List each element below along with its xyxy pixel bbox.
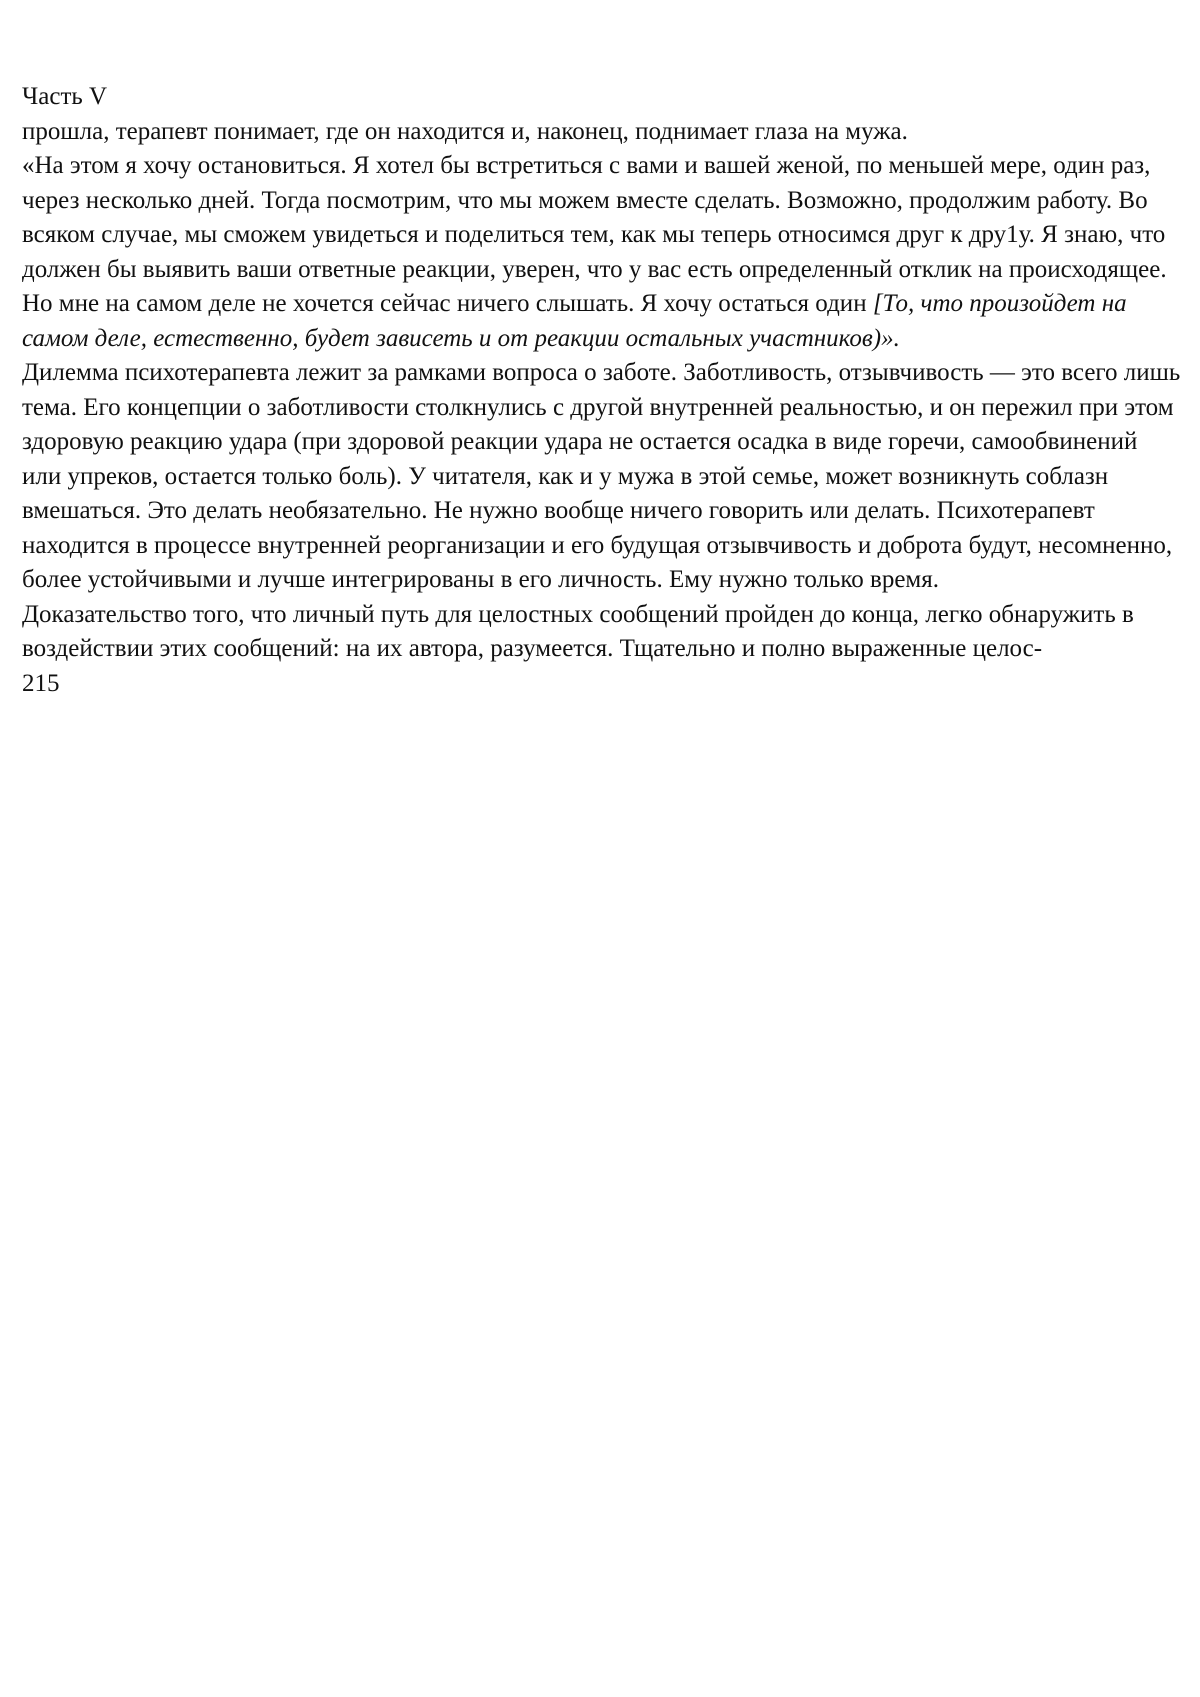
paragraph-continuation: прошла, терапевт понимает, где он находится и, наконец, поднимает глаза на мужа. [22, 117, 908, 145]
dialogue-text: «На этом я хочу остановиться. Я хотел бы встретиться с вами и вашей женой, по меньшей мере, один раз, через несколько дней. Тогда посмотрим, что мы можем вместе сделать. Возможно, продолжим работу. Во всяком случае, мы сможем увидеться и поделиться тем, как мы теперь относимся друг к дру1у. Я знаю, что должен бы выявить ваши ответные реакции, уверен, что у вас есть определенный отклик на происходящее. Но мне на самом деле не хочется сейчас ничего слышать. Я хочу остаться один [22, 152, 1167, 317]
page-number: 215 [22, 669, 60, 697]
paragraph-evidence: Доказательство того, что личный путь для целостных сообщений пройден до конца, легко обнаружить в воздействии этих сообщений: на их автора, разумеется. Тщательно и полно выраженные целос- [22, 600, 1134, 662]
document-page [22, 80, 1182, 701]
italic-comment: [То, что произойдет на самом деле, естественно, будет зависеть и от реакции остальных участников)». [22, 290, 1127, 352]
paragraph-dilemma: Дилемма психотерапевта лежит за рамками вопроса о заботе. Заботливость, отзывчивость — это всего лишь тема. Его концепции о заботливости столкнулись с другой внутренней реальностью, и он пережил при этом здоровую реакцию удара (при здоровой реакции удара не остается осадка в виде горечи, самообвинений или упреков, остается только боль). У читателя, как и у мужа в этой семье, может возникнуть соблазн вмешаться. Это делать необязательно. Не нужно вообще ничего говорить или делать. Психотерапевт находится в процессе внутренней реорганизации и его будущая отзывчивость и доброта будут, несомненно, более устойчивыми и лучше интегрированы в его личность. Ему нужно только время. [22, 359, 1181, 593]
paragraph-dialogue [22, 149, 1182, 356]
running-header: Часть V [22, 83, 108, 110]
